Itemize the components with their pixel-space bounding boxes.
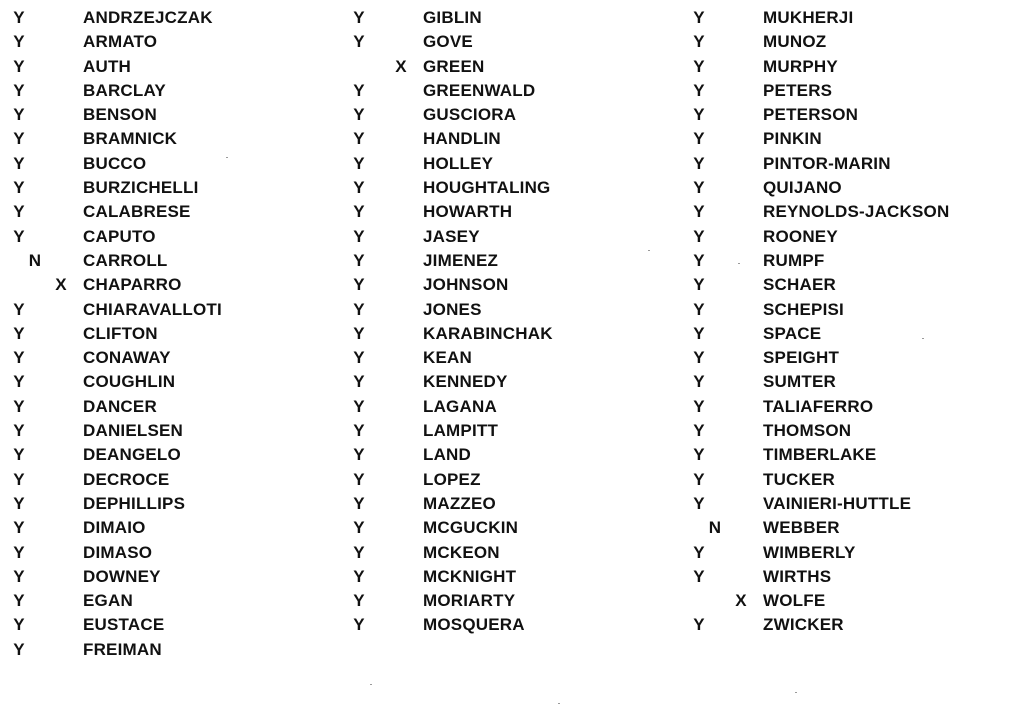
roll-call-row bbox=[692, 443, 1022, 467]
member-name: JONES bbox=[423, 299, 482, 319]
roll-call-row bbox=[692, 55, 1022, 79]
roll-call-row bbox=[12, 249, 342, 273]
member-name: CHAPARRO bbox=[83, 275, 182, 295]
vote-mark: Y bbox=[353, 129, 365, 149]
roll-call-row bbox=[12, 6, 342, 30]
member-name: CALABRESE bbox=[83, 202, 191, 222]
member-name: KEAN bbox=[423, 348, 472, 368]
roll-call-row bbox=[692, 30, 1022, 54]
member-name: KARABINCHAK bbox=[423, 323, 553, 343]
member-name: MUKHERJI bbox=[763, 8, 854, 27]
vote-mark: Y bbox=[13, 542, 25, 562]
member-name: ZWICKER bbox=[763, 615, 844, 635]
member-name: MCKNIGHT bbox=[423, 566, 517, 586]
member-name: LAGANA bbox=[423, 396, 497, 416]
member-name: DANIELSEN bbox=[83, 421, 184, 441]
vote-mark: Y bbox=[13, 348, 25, 368]
vote-mark: Y bbox=[693, 372, 705, 392]
roll-call-row bbox=[12, 565, 342, 589]
roll-call-row bbox=[352, 468, 682, 492]
vote-mark: Y bbox=[693, 105, 705, 125]
roll-call-row bbox=[692, 322, 1022, 346]
roll-call-row bbox=[692, 298, 1022, 322]
member-name: JASEY bbox=[423, 226, 480, 246]
vote-mark: Y bbox=[693, 153, 705, 173]
vote-mark: Y bbox=[13, 153, 25, 173]
roll-call-row bbox=[352, 55, 682, 79]
roll-call-row bbox=[352, 370, 682, 394]
member-name: DIMAIO bbox=[83, 518, 146, 538]
member-name: LAND bbox=[423, 445, 472, 465]
member-name: LAMPITT bbox=[423, 421, 499, 441]
roll-call-row bbox=[12, 176, 342, 200]
roll-call-row bbox=[692, 516, 1022, 540]
member-name: JOHNSON bbox=[423, 275, 509, 295]
vote-mark: Y bbox=[353, 105, 365, 125]
vote-mark: Y bbox=[693, 250, 705, 270]
member-name: WOLFE bbox=[763, 591, 826, 611]
roll-call-row bbox=[12, 30, 342, 54]
roll-call-row bbox=[692, 589, 1022, 613]
vote-mark: Y bbox=[693, 80, 705, 100]
roll-call-row bbox=[12, 55, 342, 79]
vote-mark: Y bbox=[693, 202, 705, 222]
scan-speck bbox=[648, 250, 650, 251]
member-name: GOVE bbox=[423, 32, 473, 52]
roll-call-row bbox=[12, 419, 342, 443]
vote-mark: Y bbox=[693, 129, 705, 149]
scan-speck bbox=[370, 684, 372, 685]
roll-call-row bbox=[352, 589, 682, 613]
member-name: SCHEPISI bbox=[763, 299, 844, 319]
roll-call-row bbox=[692, 468, 1022, 492]
vote-mark: Y bbox=[693, 348, 705, 368]
roll-call-row bbox=[692, 492, 1022, 516]
vote-mark: Y bbox=[693, 8, 705, 27]
vote-mark: Y bbox=[693, 396, 705, 416]
vote-mark: Y bbox=[693, 275, 705, 295]
vote-mark: Y bbox=[693, 178, 705, 198]
vote-mark: Y bbox=[353, 542, 365, 562]
member-name: LOPEZ bbox=[423, 469, 481, 489]
roll-call-row bbox=[352, 176, 682, 200]
roll-call-row bbox=[12, 395, 342, 419]
vote-mark: Y bbox=[693, 566, 705, 586]
vote-mark: Y bbox=[353, 8, 365, 27]
member-name: PINTOR-MARIN bbox=[763, 153, 891, 173]
vote-mark: Y bbox=[353, 348, 365, 368]
roll-call-row bbox=[12, 200, 342, 224]
roll-call-row bbox=[692, 79, 1022, 103]
roll-call-row bbox=[692, 249, 1022, 273]
member-name: BUCCO bbox=[83, 153, 147, 173]
member-name: MORIARTY bbox=[423, 591, 516, 611]
vote-mark: Y bbox=[353, 275, 365, 295]
member-name: CHIARAVALLOTI bbox=[83, 299, 222, 319]
member-name: DEANGELO bbox=[83, 445, 181, 465]
member-name: GREEN bbox=[423, 56, 485, 76]
member-name: CLIFTON bbox=[83, 323, 158, 343]
member-name: HOUGHTALING bbox=[423, 178, 551, 198]
roll-call-row bbox=[352, 322, 682, 346]
member-name: TALIAFERRO bbox=[763, 396, 874, 416]
vote-mark: Y bbox=[353, 323, 365, 343]
vote-mark: Y bbox=[13, 202, 25, 222]
roll-call-row bbox=[12, 492, 342, 516]
roll-call-row bbox=[352, 516, 682, 540]
vote-mark: Y bbox=[13, 566, 25, 586]
roll-call-row bbox=[12, 273, 342, 297]
member-name: DEPHILLIPS bbox=[83, 493, 186, 513]
vote-mark: Y bbox=[13, 396, 25, 416]
member-name: QUIJANO bbox=[763, 178, 842, 198]
roll-call-row bbox=[352, 6, 682, 30]
member-name: GIBLIN bbox=[423, 8, 482, 27]
member-name: ROONEY bbox=[763, 226, 838, 246]
member-name: AUTH bbox=[83, 56, 132, 76]
vote-mark: Y bbox=[353, 202, 365, 222]
roll-call-row bbox=[12, 443, 342, 467]
member-name: DANCER bbox=[83, 396, 157, 416]
member-name: THOMSON bbox=[763, 421, 852, 441]
member-name: SUMTER bbox=[763, 372, 836, 392]
vote-mark: Y bbox=[693, 226, 705, 246]
member-name: HOWARTH bbox=[423, 202, 513, 222]
roll-call-row bbox=[352, 395, 682, 419]
roll-call-row bbox=[12, 152, 342, 176]
vote-mark: Y bbox=[13, 226, 25, 246]
vote-mark: X bbox=[735, 591, 747, 611]
roll-call-row bbox=[12, 468, 342, 492]
member-name: MAZZEO bbox=[423, 493, 496, 513]
vote-mark: Y bbox=[693, 299, 705, 319]
roll-call-row bbox=[352, 103, 682, 127]
vote-mark: Y bbox=[353, 566, 365, 586]
member-name: VAINIERI-HUTTLE bbox=[763, 493, 912, 513]
member-name: PINKIN bbox=[763, 129, 822, 149]
scan-speck bbox=[922, 338, 924, 339]
member-name: SPEIGHT bbox=[763, 348, 840, 368]
roll-call-row bbox=[692, 103, 1022, 127]
member-name: BRAMNICK bbox=[83, 129, 178, 149]
roll-call-row bbox=[352, 273, 682, 297]
vote-mark: Y bbox=[353, 493, 365, 513]
roll-call-row bbox=[352, 541, 682, 565]
vote-mark: Y bbox=[353, 178, 365, 198]
member-name: ANDRZEJCZAK bbox=[83, 8, 213, 27]
member-name: BARCLAY bbox=[83, 80, 166, 100]
vote-mark: Y bbox=[693, 32, 705, 52]
roll-call-row bbox=[12, 322, 342, 346]
vote-mark: Y bbox=[353, 591, 365, 611]
member-name: MURPHY bbox=[763, 56, 838, 76]
roll-call-row bbox=[692, 346, 1022, 370]
member-name: HANDLIN bbox=[423, 129, 501, 149]
scan-speck bbox=[226, 157, 228, 158]
vote-mark: Y bbox=[693, 493, 705, 513]
roll-call-row bbox=[692, 176, 1022, 200]
vote-mark: Y bbox=[13, 32, 25, 52]
roll-call-row bbox=[692, 225, 1022, 249]
vote-mark: Y bbox=[353, 226, 365, 246]
roll-call-row bbox=[352, 419, 682, 443]
roll-call-row bbox=[352, 30, 682, 54]
roll-call-row bbox=[352, 200, 682, 224]
member-name: FREIMAN bbox=[83, 639, 162, 659]
roll-call-row bbox=[12, 103, 342, 127]
vote-mark: N bbox=[708, 518, 722, 538]
vote-mark: Y bbox=[13, 129, 25, 149]
vote-mark: Y bbox=[13, 178, 25, 198]
member-name: MCKEON bbox=[423, 542, 500, 562]
roll-call-row bbox=[12, 79, 342, 103]
roll-call-row bbox=[352, 152, 682, 176]
roll-call-row bbox=[692, 613, 1022, 637]
roll-call-row bbox=[692, 6, 1022, 30]
vote-mark: Y bbox=[693, 323, 705, 343]
roll-call-column-3 bbox=[692, 6, 1022, 638]
member-name: HOLLEY bbox=[423, 153, 494, 173]
member-name: GREENWALD bbox=[423, 80, 536, 100]
member-name: RUMPF bbox=[763, 250, 825, 270]
vote-mark: Y bbox=[13, 493, 25, 513]
vote-mark: Y bbox=[693, 542, 705, 562]
vote-mark: Y bbox=[353, 250, 365, 270]
roll-call-row bbox=[12, 298, 342, 322]
member-name: BENSON bbox=[83, 105, 157, 125]
member-name: DOWNEY bbox=[83, 566, 161, 586]
vote-mark: Y bbox=[353, 421, 365, 441]
roll-call-row bbox=[352, 565, 682, 589]
roll-call-row bbox=[692, 541, 1022, 565]
vote-mark: Y bbox=[693, 445, 705, 465]
roll-call-row bbox=[12, 516, 342, 540]
vote-mark: Y bbox=[693, 56, 705, 76]
roll-call-row bbox=[12, 638, 342, 662]
roll-call-row bbox=[352, 225, 682, 249]
member-name: WIRTHS bbox=[763, 566, 832, 586]
member-name: SCHAER bbox=[763, 275, 836, 295]
roll-call-row bbox=[692, 273, 1022, 297]
member-name: WIMBERLY bbox=[763, 542, 856, 562]
member-name: PETERSON bbox=[763, 105, 859, 125]
vote-mark: Y bbox=[13, 445, 25, 465]
roll-call-column-2 bbox=[352, 6, 682, 638]
member-name: REYNOLDS-JACKSON bbox=[763, 202, 950, 222]
vote-mark: Y bbox=[693, 615, 705, 635]
member-name: EUSTACE bbox=[83, 615, 165, 635]
roll-call-row bbox=[352, 79, 682, 103]
member-name: ARMATO bbox=[83, 32, 158, 52]
vote-mark: Y bbox=[353, 615, 365, 635]
roll-call-row bbox=[352, 249, 682, 273]
member-name: COUGHLIN bbox=[83, 372, 176, 392]
roll-call-row bbox=[12, 370, 342, 394]
roll-call-row bbox=[692, 419, 1022, 443]
roll-call-row bbox=[352, 492, 682, 516]
vote-mark: Y bbox=[13, 518, 25, 538]
member-name: KENNEDY bbox=[423, 372, 508, 392]
vote-mark: Y bbox=[353, 518, 365, 538]
roll-call-row bbox=[692, 127, 1022, 151]
member-name: TIMBERLAKE bbox=[763, 445, 877, 465]
roll-call-row bbox=[12, 589, 342, 613]
vote-mark: Y bbox=[353, 396, 365, 416]
vote-mark: Y bbox=[13, 469, 25, 489]
member-name: MUNOZ bbox=[763, 32, 827, 52]
vote-mark: Y bbox=[353, 299, 365, 319]
vote-mark: Y bbox=[13, 8, 25, 27]
roll-call-row bbox=[692, 565, 1022, 589]
roll-call-row bbox=[692, 200, 1022, 224]
vote-mark: Y bbox=[13, 591, 25, 611]
vote-mark: Y bbox=[693, 421, 705, 441]
member-name: BURZICHELLI bbox=[83, 178, 199, 198]
member-name: DIMASO bbox=[83, 542, 153, 562]
member-name: CAPUTO bbox=[83, 226, 156, 246]
roll-call-row bbox=[352, 613, 682, 637]
vote-mark: Y bbox=[13, 639, 25, 659]
member-name: TUCKER bbox=[763, 469, 836, 489]
member-name: CONAWAY bbox=[83, 348, 171, 368]
vote-mark: X bbox=[55, 275, 67, 295]
roll-call-row bbox=[352, 346, 682, 370]
member-name: JIMENEZ bbox=[423, 250, 499, 270]
roll-call-row bbox=[352, 443, 682, 467]
roll-call-row bbox=[692, 152, 1022, 176]
vote-mark: Y bbox=[353, 80, 365, 100]
roll-call-row bbox=[12, 225, 342, 249]
vote-mark: Y bbox=[13, 372, 25, 392]
member-name: DECROCE bbox=[83, 469, 170, 489]
roll-call-row bbox=[12, 346, 342, 370]
member-name: CARROLL bbox=[83, 250, 168, 270]
scan-speck bbox=[795, 692, 797, 693]
vote-mark: Y bbox=[353, 469, 365, 489]
scan-speck bbox=[558, 703, 560, 704]
member-name: SPACE bbox=[763, 323, 822, 343]
vote-mark: Y bbox=[13, 323, 25, 343]
roll-call-row bbox=[352, 298, 682, 322]
vote-mark: Y bbox=[353, 32, 365, 52]
roll-call-row bbox=[12, 613, 342, 637]
vote-mark: Y bbox=[13, 56, 25, 76]
vote-mark: Y bbox=[353, 445, 365, 465]
member-name: PETERS bbox=[763, 80, 833, 100]
vote-mark: Y bbox=[13, 615, 25, 635]
vote-mark: Y bbox=[13, 105, 25, 125]
member-name: WEBBER bbox=[763, 518, 840, 538]
vote-mark: Y bbox=[353, 153, 365, 173]
roll-call-column-1 bbox=[12, 6, 342, 662]
vote-mark: Y bbox=[693, 469, 705, 489]
roll-call-row bbox=[12, 541, 342, 565]
roll-call-row bbox=[692, 370, 1022, 394]
vote-mark: Y bbox=[13, 421, 25, 441]
roll-call-row bbox=[352, 127, 682, 151]
member-name: EGAN bbox=[83, 591, 133, 611]
roll-call-row bbox=[12, 127, 342, 151]
vote-mark: N bbox=[28, 250, 42, 270]
vote-mark: Y bbox=[13, 80, 25, 100]
member-name: GUSCIORA bbox=[423, 105, 517, 125]
vote-mark: Y bbox=[353, 372, 365, 392]
scan-speck bbox=[738, 263, 740, 264]
roll-call-row bbox=[692, 395, 1022, 419]
vote-mark: Y bbox=[13, 299, 25, 319]
member-name: MCGUCKIN bbox=[423, 518, 519, 538]
vote-mark: X bbox=[395, 56, 407, 76]
member-name: MOSQUERA bbox=[423, 615, 525, 635]
